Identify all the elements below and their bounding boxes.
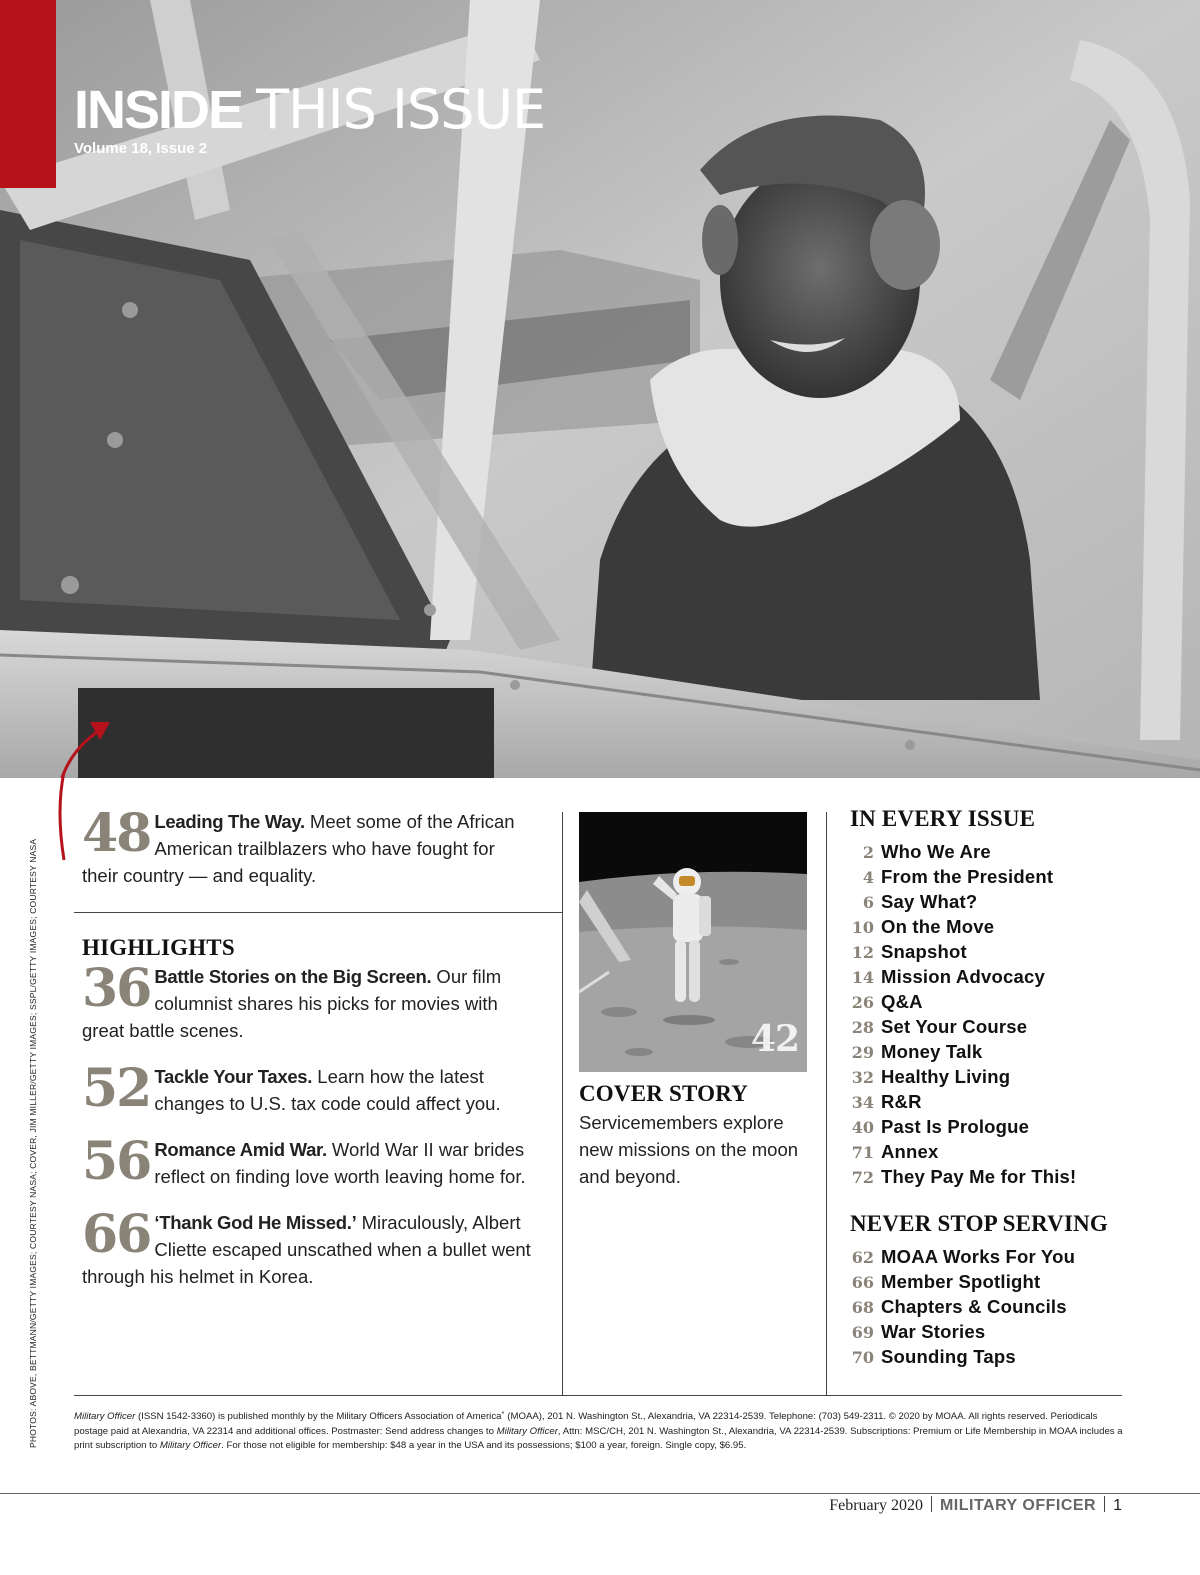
contents-label: Money Talk [881, 1041, 983, 1062]
never-stop-serving-list [850, 1244, 1075, 1369]
highlight-text: Learn how the latest changes to U.S. tax code could affect you. [154, 1066, 501, 1114]
cover-story-heading: COVER STORY [579, 1081, 749, 1106]
contents-item[interactable] [850, 989, 1076, 1014]
red-accent-tab [0, 0, 56, 188]
footer-separator [931, 1496, 932, 1512]
contents-label: Member Spotlight [881, 1271, 1041, 1292]
legal-text: (ISSN 1542-3360) is published monthly by the Military Officers Association of America˚ (MOAA), 201 N. Washington St., Alexandria, VA 22314-2539. Telephone: (703) 549-2311. © 2020 by MOAA. All rights reserved. Periodicals postage paid at Alexandria, VA 22314 and additional offices. Postmaster: Send address changes to [74, 1411, 1098, 1437]
magazine-name: Military Officer [496, 1425, 558, 1437]
highlight-text: Miraculously, Albert Cliette escaped unscathed when a bullet went through his helmet in Korea. [82, 1212, 531, 1287]
feature-page-number: 48 [82, 803, 151, 864]
contents-item[interactable] [850, 1319, 1075, 1344]
contents-page: 4 [862, 868, 874, 887]
contents-page: 6 [862, 893, 874, 912]
magazine-name: Military Officer [74, 1411, 136, 1422]
column-divider-1 [562, 812, 563, 1395]
contents-page: 34 [851, 1093, 874, 1112]
contents-page: 2 [862, 843, 874, 862]
contents-item[interactable] [850, 1139, 1076, 1164]
footer-rule [0, 1493, 1200, 1494]
contents-label: R&R [881, 1091, 922, 1112]
contents-item[interactable] [850, 1039, 1076, 1064]
contents-item[interactable] [850, 864, 1076, 889]
contents-page: 14 [851, 968, 874, 987]
contents-label: From the President [881, 866, 1054, 887]
page-number: 1 [1113, 1497, 1122, 1514]
contents-item[interactable] [850, 1344, 1075, 1369]
feature-text: Meet some of the African American trailblazers who have fought for their country — and equality. [82, 811, 515, 886]
photo-credits: PHOTOS: ABOVE, BETTMANN/GETTY IMAGES; COURTESY NASA; COVER, JIM MILLER/GETTY IMAGES; SSPL/GETTY IMAGES; COURTESY NASA [28, 838, 38, 1448]
contents-item[interactable] [850, 939, 1076, 964]
feature-lead[interactable] [82, 803, 527, 889]
contents-item[interactable] [850, 1269, 1075, 1294]
contents-item[interactable] [850, 1164, 1076, 1189]
page-title [74, 78, 546, 141]
highlights-heading: HIGHLIGHTS [82, 935, 235, 960]
contents-page: 62 [851, 1248, 874, 1267]
contents-page: 40 [851, 1118, 874, 1137]
divider-lead [74, 912, 562, 913]
title-bold: INSIDE [74, 80, 243, 140]
highlight-item[interactable] [82, 1204, 532, 1290]
highlight-title: Romance Amid War. [154, 1139, 327, 1160]
highlight-page-number: 56 [82, 1131, 151, 1192]
contents-page: 70 [851, 1348, 874, 1367]
magazine-title: MILITARY OFFICER [939, 1497, 1097, 1514]
contents-label: On the Move [881, 916, 995, 937]
volume-issue: Volume 18, Issue 2 [74, 140, 208, 157]
highlight-title: Battle Stories on the Big Screen. [154, 966, 432, 987]
highlight-text: World War II war brides reflect on finding love worth leaving home for. [154, 1139, 526, 1187]
contents-item[interactable] [850, 914, 1076, 939]
legal-text: . For those not eligible for membership: $48 a year in the USA and its possessions; $100 a year, foreign. Single copy, $6.95. [221, 1440, 747, 1451]
footer-separator [1104, 1496, 1105, 1512]
contents-page: 32 [851, 1068, 874, 1087]
cover-story-text: Servicemembers explore new missions on the moon and beyond. [579, 1112, 799, 1187]
publication-notice [74, 1410, 1124, 1454]
contents-label: Mission Advocacy [881, 966, 1045, 987]
contents-label: Say What? [881, 891, 978, 912]
hero-photo [0, 0, 1200, 778]
contents-label: War Stories [881, 1321, 986, 1342]
highlight-page-number: 36 [82, 958, 151, 1019]
highlight-title: ‘Thank God He Missed.’ [154, 1212, 357, 1233]
page-footer [829, 1496, 1122, 1515]
magazine-name: Military Officer [159, 1440, 222, 1451]
never-stop-serving-heading: NEVER STOP SERVING [850, 1211, 1108, 1236]
highlight-page-number: 52 [82, 1058, 151, 1119]
contents-page: 12 [851, 943, 874, 962]
in-every-issue-list [850, 839, 1076, 1189]
contents-page: 68 [851, 1298, 874, 1317]
contents-label: Sounding Taps [881, 1346, 1016, 1367]
contents-page: 28 [851, 1018, 874, 1037]
contents-page: 66 [851, 1273, 874, 1292]
contents-label: Past Is Prologue [881, 1116, 1030, 1137]
contents-item[interactable] [850, 1064, 1076, 1089]
legal-text: , Attn: MSC/CH, 201 N. Washington St., Alexandria, VA 22314-2539. Subscriptions: Premium or Life Membership in MOAA includes a print subscription to [74, 1425, 1123, 1451]
title-block [74, 78, 546, 157]
contents-item[interactable] [850, 1294, 1075, 1319]
contents-page: 10 [851, 918, 874, 937]
contents-page: 26 [851, 993, 874, 1012]
highlight-item[interactable] [82, 958, 542, 1044]
contents-label: Set Your Course [881, 1016, 1028, 1037]
contents-label: Chapters & Councils [881, 1296, 1067, 1317]
issue-date: February 2020 [829, 1497, 923, 1514]
contents-item[interactable] [850, 1114, 1076, 1139]
contents-label: They Pay Me for This! [881, 1166, 1077, 1187]
highlight-text: Our film columnist shares his picks for movies with great battle scenes. [82, 966, 502, 1041]
contents-label: Healthy Living [881, 1066, 1011, 1087]
in-every-issue-heading: IN EVERY ISSUE [850, 806, 1036, 831]
contents-label: Annex [881, 1141, 939, 1162]
contents-page: 71 [851, 1143, 874, 1162]
feature-title: Leading The Way. [154, 811, 305, 832]
contents-label: MOAA Works For You [881, 1246, 1076, 1267]
contents-item[interactable] [850, 1014, 1076, 1039]
highlight-title: Tackle Your Taxes. [154, 1066, 313, 1087]
column-divider-2 [826, 812, 827, 1395]
highlight-item[interactable] [82, 1131, 532, 1192]
contents-page: 29 [851, 1043, 874, 1062]
highlight-page-number: 66 [82, 1204, 151, 1265]
cover-story-image[interactable] [579, 812, 807, 1072]
contents-item[interactable] [850, 1244, 1075, 1269]
contents-item[interactable] [850, 964, 1076, 989]
contents-page: 69 [851, 1323, 874, 1342]
contents-page: 72 [851, 1168, 874, 1187]
cover-page-number: 42 [750, 1018, 799, 1060]
highlight-item[interactable] [82, 1058, 502, 1119]
contents-label: Snapshot [881, 941, 967, 962]
contents-item[interactable] [850, 839, 1076, 864]
title-light: THIS ISSUE [256, 78, 546, 141]
contents-label: Q&A [881, 991, 923, 1012]
divider-bottom [74, 1395, 1122, 1396]
contents-label: Who We Are [881, 841, 991, 862]
contents-item[interactable] [850, 889, 1076, 914]
contents-item[interactable] [850, 1089, 1076, 1114]
